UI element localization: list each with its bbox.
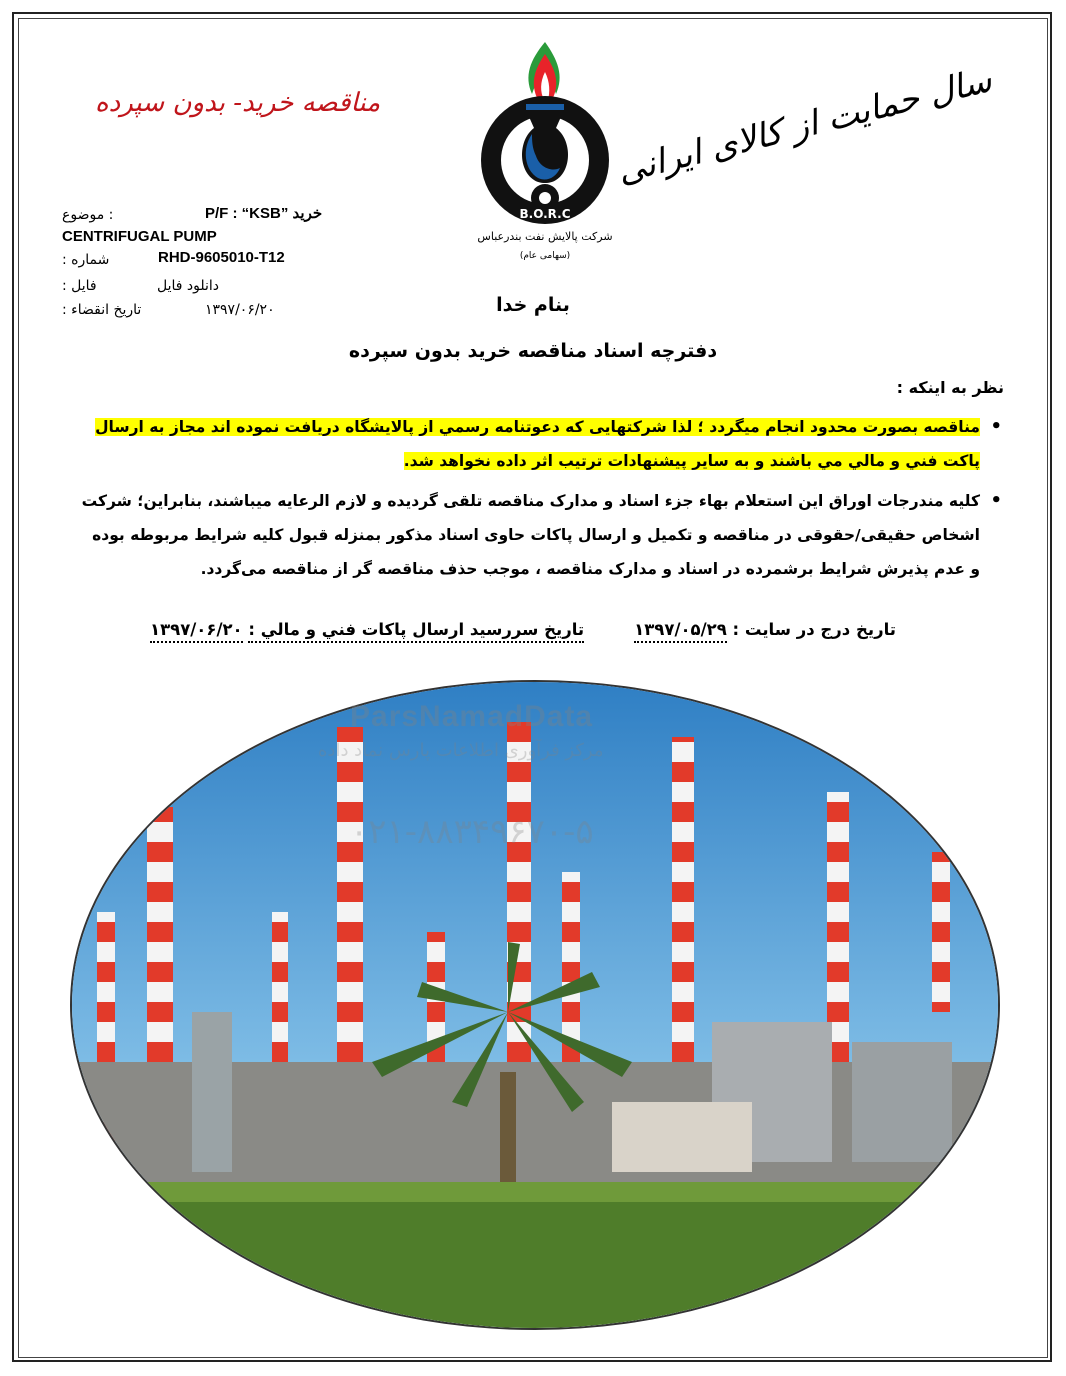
posted-date-value: ۱۳۹۷/۰۵/۲۹ (634, 620, 727, 643)
watermark-phone: ۰۲۱-۸۸۳۴۹۶۷۰-۵ (350, 812, 594, 852)
deadline-date-label: تاریخ سررسید ارسال پاکات فني و مالي : (248, 620, 584, 643)
slogan: سال حمایت از کالای ایرانی (613, 60, 996, 192)
logo-company-type: (سهامی عام) (519, 251, 571, 261)
subject-label: موضوع : (62, 207, 114, 223)
refinery-photo (70, 680, 1000, 1330)
conditions-list (80, 410, 1004, 592)
number-label: : شماره (62, 252, 110, 268)
highlighted-condition: مناقصه بصورت محدود انجام میگردد ؛ لذا شرکتهایی که دعوتنامه رسمي از پالایشگاه دریافت نموده اند مجاز به ارسال پاکت فني و مالي مي باشند و به سایر پیشنهادات ترتیب اثر داده نخواهد شد. (95, 418, 980, 470)
file-label: فایل : (62, 278, 97, 294)
intro-text: نظر به اینکه : (896, 378, 1004, 397)
logo-emblem-icon (460, 38, 630, 268)
subject-value-line2: CENTRIFUGAL PUMP (62, 228, 217, 245)
posted-date (634, 620, 896, 639)
watermark-brand: ParsNamadData (350, 700, 594, 733)
page-title: بنام خدا (496, 294, 570, 316)
condition-text: کلیه مندرجات اوراق این استعلام بهاء جزء اسناد و مدارک مناقصه تلقی گردیده و لازم الرعایه میباشند، بنابراین؛ شرکت اشخاص حقیقی/حقوقی در مناقصه و تکمیل و ارسال پاکات حاوی اسناد مذکور بمنزله قبول کلیه شرایط مربوطه بوده و عدم پذیرش شرایط برشمرده در اسناد و مدارک مناقصه ، موجب حذف مناقصه گر از مناقصه می‌گردد. (81, 492, 980, 578)
subject-value: P/F : “KSB” خرید (205, 205, 323, 222)
logo-acronym: B.O.R.C (519, 207, 571, 221)
posted-date-label: تاریخ درج در سایت : (732, 620, 896, 639)
document-title: دفترچه اسناد مناقصه خرید بدون سپرده (348, 340, 718, 362)
expiry-value: ۱۳۹۷/۰۶/۲۰ (205, 302, 275, 318)
number-value: RHD-9605010-T12 (158, 249, 285, 266)
deadline-date-value: ۱۳۹۷/۰۶/۲۰ (150, 620, 243, 643)
file-download-link[interactable]: دانلود فایل (157, 278, 220, 294)
deadline-date (150, 620, 584, 639)
watermark-tagline: مرکز فرآوری اطلاعات پارس نماد داده (318, 740, 604, 761)
expiry-label: تاریخ انقضاء : (62, 302, 142, 318)
logo-company-name: شرکت پالایش نفت بندرعباس (477, 230, 613, 243)
company-logo (460, 38, 630, 268)
refinery-image-icon (72, 682, 998, 1328)
list-item (80, 484, 1004, 586)
list-item (80, 410, 1004, 478)
dates-row (150, 620, 896, 639)
tender-type-heading: مناقصه خرید- بدون سپرده (95, 88, 381, 118)
